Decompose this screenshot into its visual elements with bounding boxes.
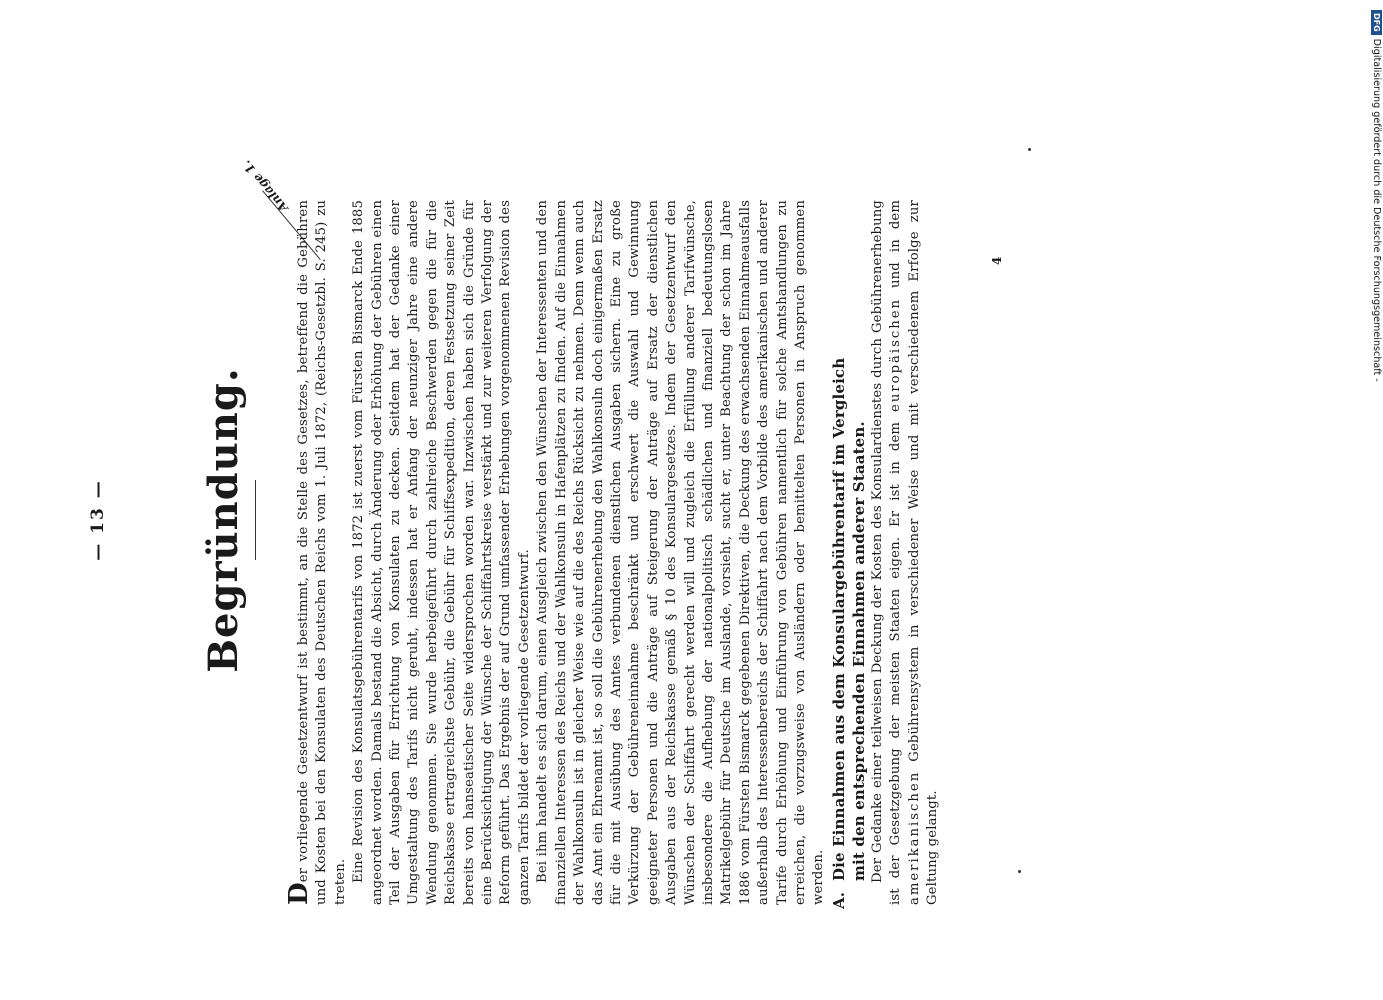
paragraph-1 bbox=[284, 200, 350, 905]
section-a-title-line-2: mit den entsprechenden Einnahmen anderer Staaten. bbox=[849, 421, 868, 881]
section-a-paragraph bbox=[869, 200, 943, 905]
section-a-heading bbox=[829, 200, 869, 909]
paragraph-3: Bei ihm handelt es sich darum, einen Ausgleich zwischen den Wünschen der Interessenten und den finanziellen Interessen des Reichs und der Wahlkonsuln in Hafenplätzen zu finden. Auf die Einnahmen der Wahlkonsuln ist in gleicher Weise wie auf die des Reichs Rücksicht zu nehmen. Denn wenn auch das Amt ein Ehrenamt ist, so soll die Gebührenerhebung den Wahlkonsuln doch einigermaßen Ersatz für die mit Ausübung des Amtes verbundenen dienstlichen Ausgaben sichern. Eine zu große Verkürzung der Gebühreneinnahme beschränkt und erschwert die Auswahl und Gewinnung geeigneter Personen und die Anträge auf Steigerung der Anträge auf Ersatz der dienstlichen Ausgaben aus der Reichskasse gemäß § 10 des Konsulargesetzes. Indem der Gesetzentwurf den Wünschen der Schiffahrt gerecht werden will und zugleich die Erfüllung anderer Tarifwünsche, insbesondere die Aufhebung der nationalpolitisch schädlichen und finanziell bedeutungslosen Matrikelgebühr für Deutsche im Auslande, vorsieht, sucht er, unter Beachtung der schon im Jahre 1886 vom Fürsten Bismarck gegebenen Direktiven, die Deckung des erwachsenden Einnahmeausfalls außerhalb des Interessenbereichs der Schiffahrt nach dem Vorbilde des amerikanischen und anderer Tarife durch Erhöhung und Einführung von Gebühren namentlich für solche Amtshandlungen zu erreichen, die vorzugsweise von Ausländern oder bemittelten Personen in Anspruch genommen werden. bbox=[535, 200, 827, 905]
credit-text-line bbox=[1371, 10, 1382, 382]
spaced-word-american: amerikanischen bbox=[906, 770, 922, 905]
scan-speck bbox=[1028, 148, 1031, 151]
section-a-text-mid: und in dem bbox=[888, 199, 904, 288]
paragraph-1-text: er vorliegende Gesetzentwurf ist bestimmt, an die Stelle des Gesetzes, betreffend die Gebühren und Kosten bei den Konsulaten des Deutschen Reichs vom 1. Juli 1872, (Reichs-Gesetzbl. S. 245) zu treten. bbox=[296, 200, 348, 905]
anlage-label: Anlage 1. bbox=[239, 157, 291, 215]
digitization-credit bbox=[1362, 10, 1382, 990]
footer-mark: 4 bbox=[990, 256, 1004, 265]
spaced-word-european: europäischen bbox=[888, 297, 904, 412]
section-a-text-before: Der Gedanke einer teilweisen Deckung der Kosten des Konsulardienstes durch Gebührenerhebung ist der Gesetzgebung der meisten Staaten eigen. Er ist in dem bbox=[869, 200, 904, 905]
section-a-marker: A. bbox=[829, 891, 848, 909]
drop-cap: D bbox=[284, 882, 314, 905]
page-title: Begründung. bbox=[200, 367, 247, 673]
section-a-text-after: Gebührensystem in verschiedener Weise und mit verschiedenem Erfolge zur Geltung gelangt. bbox=[906, 200, 940, 905]
page-number: — 13 — bbox=[88, 479, 108, 561]
body-text bbox=[284, 199, 942, 909]
dfg-logo: DFG bbox=[1371, 10, 1382, 35]
scan-speck bbox=[1018, 870, 1021, 873]
title-rule bbox=[255, 480, 256, 560]
credit-text: Digitalisierung gefördert durch die Deutsche Forschungsgemeinschaft - bbox=[1371, 38, 1382, 382]
section-a-title-line-1: Die Einnahmen aus dem Konsulargebührentarif im Vergleich bbox=[829, 357, 848, 881]
paragraph-2: Eine Revision des Konsulatsgebührentarifs von 1872 ist zuerst vom Fürsten Bismarck Ende 1885 angeordnet worden. Damals bestand die Absicht, durch Änderung oder Erhöhung der Gebühren einen Teil der Ausgaben für Errichtung von Konsulaten zu decken. Seitdem hat der Gedanke einer Umgestaltung des Tarifs nicht geruht, indessen hat er Anfang der neunziger Jahre eine andere Wendung genommen. Sie wurde herbeigeführt durch zahlreiche Beschwerden gegen die für die Reichskasse ertragreichste Gebühr, die Gebühr für Schiffsexpedition, deren Festsetzung seiner Zeit bereits von hanseatischer Seite widersprochen worden war. Inzwischen haben sich die Gründe für eine Berücksichtigung der Wünsche der Schiffahrtskreise verstärkt und zur weiteren Verfolgung der Reform geführt. Das Ergebnis der auf Grund umfassender Erhebungen vorgenommenen Revision des ganzen Tarifs bildet der vorliegende Gesetzentwurf. bbox=[351, 200, 532, 905]
